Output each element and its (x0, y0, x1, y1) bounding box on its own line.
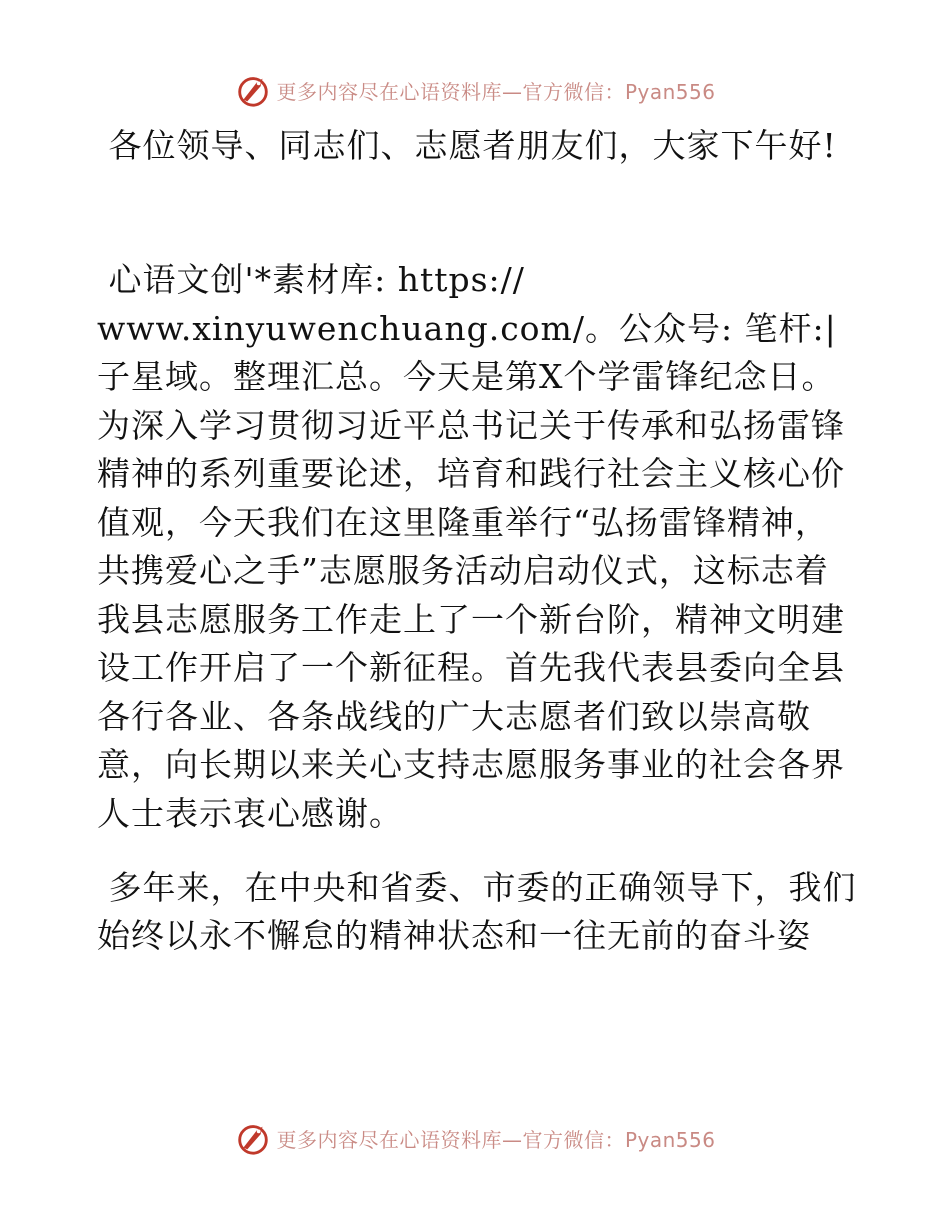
history-paragraph: 多年来，在中央和省委、市委的正确领导下，我们始终以永不懈怠的精神状态和一往无前的奋斗姿 (97, 868, 857, 955)
footer-banner-text: 更多内容尽在心语资料库—官方微信：Pyan556 (276, 1127, 716, 1152)
greeting-paragraph: 各位领导、同志们、志愿者朋友们，大家下午好! (108, 126, 837, 165)
pen-nib-logo-icon (234, 71, 272, 109)
header-banner (0, 70, 950, 110)
footer-banner (0, 1118, 950, 1158)
intro-paragraph: 心语文创'*素材库: https:// www.xinyuwenchuang.com/。公众号: 笔杆:|子星域。整理汇总。今天是第X个学雷锋纪念日。为深入学习贯彻习近平总书记关于传承和弘扬雷锋精神的系列重要论述，培育和践行社会主义核心价值观，今天我们在这里隆重举行“弘扬雷锋精神，共携爱心之手”志愿服务活动启动仪式，这标志着我县志愿服务工作走上了一个新台阶，精神文明建设工作开启了一个新征程。首先我代表县委向全县各行各业、各条战线的广大志愿者们致以崇高敬意，向长期以来关心支持志愿服务事业的社会各界人士表示衷心感谢。 (97, 260, 845, 833)
document-body (97, 124, 857, 960)
header-banner-text: 更多内容尽在心语资料库—官方微信：Pyan556 (276, 79, 716, 104)
pen-nib-logo-icon (234, 1119, 272, 1157)
